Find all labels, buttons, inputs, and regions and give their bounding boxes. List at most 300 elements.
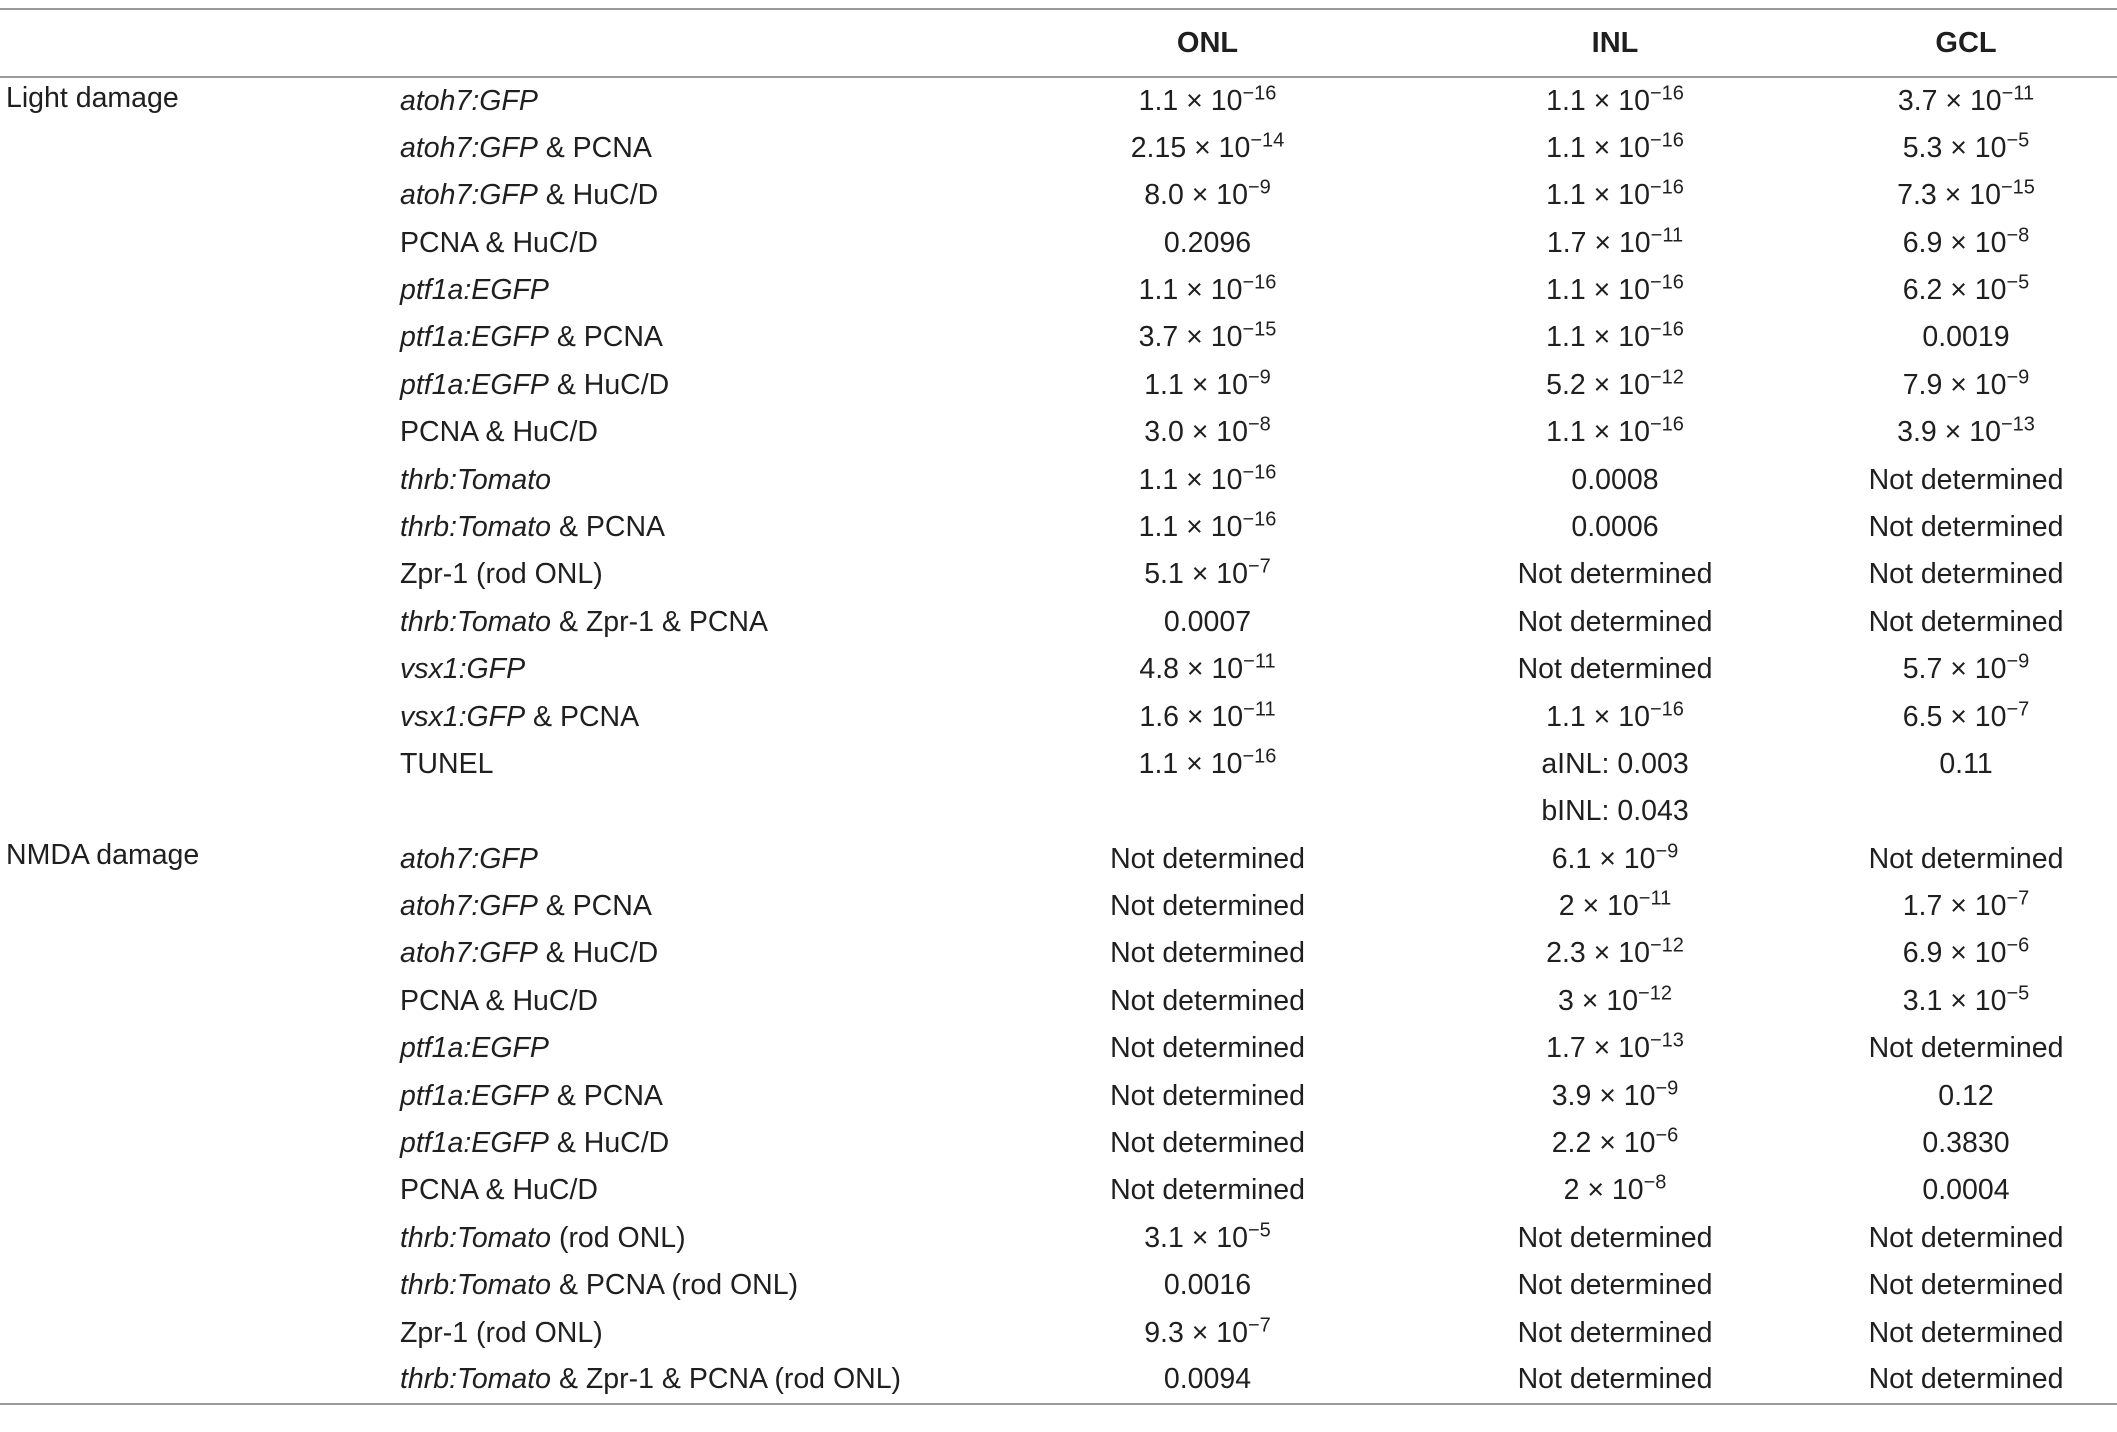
inl-value xyxy=(1415,598,1815,645)
marker-text: & HuC/D xyxy=(548,1127,670,1160)
value-base: 1.1 × 10 xyxy=(1546,700,1650,733)
value-base: 7.9 × 10 xyxy=(1902,368,2007,401)
group-label xyxy=(0,740,400,787)
group-label: NMDA damage xyxy=(6,839,200,872)
marker-gene-name: thrb:Tomato xyxy=(400,1221,552,1254)
value-base: Not determined xyxy=(1868,463,2064,496)
marker-text: & HuC/D xyxy=(537,179,659,212)
gcl-value xyxy=(1815,1120,2117,1167)
gcl-value xyxy=(1815,646,2117,693)
table-row xyxy=(0,883,2117,930)
value-base: 1.1 × 10 xyxy=(1546,274,1650,306)
gcl-value xyxy=(1815,740,2117,787)
marker-label xyxy=(400,124,1000,171)
inl-value xyxy=(1415,219,1815,266)
onl-value xyxy=(1000,77,1415,124)
onl-value xyxy=(1000,1167,1415,1214)
value-base: 3.1 × 10 xyxy=(1902,984,2007,1017)
table-row xyxy=(0,456,2117,503)
inl-value xyxy=(1415,1120,1815,1167)
value-exponent: −11 xyxy=(1638,887,1672,910)
gcl-value xyxy=(1815,1167,2117,1214)
gcl-value xyxy=(1815,930,2117,977)
marker-gene-name: atoh7:GFP xyxy=(400,890,538,923)
table-row xyxy=(0,77,2117,124)
inl-value xyxy=(1415,1214,1815,1261)
value-exponent: −6 xyxy=(1655,1124,1679,1147)
value-exponent: −16 xyxy=(1649,698,1684,721)
value-base: 2.2 × 10 xyxy=(1551,1127,1656,1160)
marker-gene-name: atoh7:GFP xyxy=(400,84,538,117)
inl-value xyxy=(1415,267,1815,314)
marker-gene-name: thrb:Tomato xyxy=(400,510,552,543)
group-label xyxy=(0,598,400,645)
value-base: 1.1 × 10 xyxy=(1138,747,1243,780)
gcl-value xyxy=(1815,456,2117,503)
marker-label xyxy=(400,504,1000,551)
marker-label xyxy=(400,551,1000,598)
value-exponent: −9 xyxy=(2006,650,2030,673)
table-row xyxy=(0,551,2117,598)
value-base: 5.1 × 10 xyxy=(1144,558,1248,591)
header-row xyxy=(0,9,2117,77)
marker-label xyxy=(400,693,1000,740)
marker-gene-name: vsx1:GFP xyxy=(400,653,526,686)
group-label: Light damage xyxy=(6,82,179,114)
value-base: aINL: 0.003 xyxy=(1541,747,1689,780)
table-row xyxy=(0,172,2117,219)
value-exponent: −16 xyxy=(1242,461,1277,484)
value-base: 1.1 × 10 xyxy=(1138,274,1243,306)
group-label xyxy=(0,456,400,503)
value-base: 0.0016 xyxy=(1163,1269,1252,1302)
inl-value xyxy=(1415,977,1815,1024)
value-base: 6.9 × 10 xyxy=(1902,937,2007,970)
onl-value xyxy=(1000,693,1415,740)
marker-text: PCNA & HuC/D xyxy=(400,1174,598,1207)
value-base: Not determined xyxy=(1517,558,1713,591)
marker-text: & PCNA xyxy=(525,700,640,733)
value-base: 0.12 xyxy=(1938,1079,1994,1112)
gcl-value xyxy=(1815,172,2117,219)
marker-label xyxy=(400,598,1000,645)
inl-value xyxy=(1415,835,1815,882)
table-body xyxy=(0,77,2117,1404)
onl-value xyxy=(1000,1309,1415,1356)
value-exponent: −9 xyxy=(1248,176,1271,199)
value-exponent: −16 xyxy=(1649,129,1684,152)
value-exponent: −8 xyxy=(1643,1171,1667,1194)
inl-value xyxy=(1415,788,1815,835)
marker-gene-name: ptf1a:EGFP xyxy=(400,368,549,401)
value-base: 1.1 × 10 xyxy=(1546,321,1650,354)
value-base: Not determined xyxy=(1110,1079,1305,1112)
onl-value xyxy=(1000,361,1415,408)
value-exponent: −7 xyxy=(1248,555,1271,578)
value-base: 5.7 × 10 xyxy=(1902,653,2007,686)
marker-label xyxy=(400,977,1000,1024)
onl-value xyxy=(1000,314,1415,361)
table-row xyxy=(0,693,2117,740)
marker-label xyxy=(400,1072,1000,1119)
gcl-value xyxy=(1815,1214,2117,1261)
value-exponent: −11 xyxy=(1243,698,1276,721)
marker-label xyxy=(400,1167,1000,1214)
onl-value xyxy=(1000,1025,1415,1072)
value-exponent: −8 xyxy=(1248,413,1271,436)
onl-value xyxy=(1000,551,1415,598)
table-row xyxy=(0,219,2117,266)
value-exponent: −16 xyxy=(1649,318,1684,341)
marker-text: & Zpr-1 & PCNA (rod ONL) xyxy=(551,1363,902,1396)
marker-gene-name: thrb:Tomato xyxy=(400,1269,552,1302)
group-label xyxy=(0,267,400,314)
value-exponent: −7 xyxy=(1248,1314,1271,1337)
value-base: 1.1 × 10 xyxy=(1138,510,1243,543)
value-base: 0.2096 xyxy=(1163,226,1252,259)
gcl-value xyxy=(1815,1309,2117,1356)
value-base: 6.2 × 10 xyxy=(1902,274,2007,306)
marker-label xyxy=(400,1357,1000,1404)
marker-gene-name: ptf1a:EGFP xyxy=(400,1032,549,1065)
onl-value xyxy=(1000,267,1415,314)
inl-value xyxy=(1415,646,1815,693)
marker-text: PCNA & HuC/D xyxy=(400,226,598,259)
value-base: Not determined xyxy=(1517,605,1713,638)
group-label xyxy=(0,551,400,598)
value-exponent: −16 xyxy=(1242,271,1277,294)
header-gcl: GCL xyxy=(1815,9,2117,77)
group-label xyxy=(0,172,400,219)
gcl-value xyxy=(1815,219,2117,266)
table-row xyxy=(0,1120,2117,1167)
gcl-value xyxy=(1815,409,2117,456)
gcl-value xyxy=(1815,883,2117,930)
gcl-value xyxy=(1815,977,2117,1024)
header-inl: INL xyxy=(1415,9,1815,77)
value-base: 3.7 × 10 xyxy=(1897,84,2002,117)
value-exponent: −14 xyxy=(1250,129,1285,152)
marker-text: TUNEL xyxy=(400,747,494,780)
onl-value xyxy=(1000,1072,1415,1119)
value-base: Not determined xyxy=(1868,558,2064,591)
marker-gene-name: thrb:Tomato xyxy=(400,1363,552,1396)
value-exponent: −5 xyxy=(2006,271,2030,294)
value-base: 1.1 × 10 xyxy=(1546,84,1650,117)
header-group xyxy=(0,9,400,77)
marker-gene-name: thrb:Tomato xyxy=(400,605,552,638)
value-base: Not determined xyxy=(1868,1032,2064,1065)
inl-value xyxy=(1415,1262,1815,1309)
marker-label xyxy=(400,172,1000,219)
value-base: 0.0004 xyxy=(1922,1174,2010,1207)
marker-gene-name: ptf1a:EGFP xyxy=(400,1079,549,1112)
value-base: Not determined xyxy=(1110,984,1305,1017)
inl-value xyxy=(1415,361,1815,408)
value-exponent: −6 xyxy=(2006,934,2030,957)
value-base: 0.0008 xyxy=(1571,463,1659,496)
gcl-value xyxy=(1815,835,2117,882)
gcl-value xyxy=(1815,693,2117,740)
value-base: Not determined xyxy=(1868,1316,2064,1349)
gcl-value xyxy=(1815,361,2117,408)
inl-value xyxy=(1415,551,1815,598)
value-base: 3 × 10 xyxy=(1558,984,1639,1017)
onl-value xyxy=(1000,930,1415,977)
value-exponent: −16 xyxy=(1649,176,1684,199)
value-exponent: −16 xyxy=(1242,745,1277,768)
marker-label xyxy=(400,740,1000,787)
table-row xyxy=(0,267,2117,314)
onl-value xyxy=(1000,172,1415,219)
marker-gene-name: ptf1a:EGFP xyxy=(400,321,549,354)
value-base: 0.3830 xyxy=(1922,1127,2010,1160)
value-base: Not determined xyxy=(1868,605,2064,638)
value-base: 7.3 × 10 xyxy=(1897,179,2001,212)
group-label xyxy=(0,693,400,740)
inl-value xyxy=(1415,740,1815,787)
value-base: 6.9 × 10 xyxy=(1902,226,2007,259)
inl-value xyxy=(1415,930,1815,977)
inl-value xyxy=(1415,693,1815,740)
value-base: 5.2 × 10 xyxy=(1546,368,1650,401)
group-label xyxy=(0,1120,400,1167)
marker-gene-name: atoh7:GFP xyxy=(400,131,538,164)
group-label xyxy=(0,1309,400,1356)
onl-value xyxy=(1000,883,1415,930)
value-base: 2.15 × 10 xyxy=(1130,131,1251,164)
inl-value xyxy=(1415,1357,1815,1404)
marker-label xyxy=(400,788,1000,835)
table-row xyxy=(0,930,2117,977)
value-base: Not determined xyxy=(1110,1174,1305,1207)
value-exponent: −12 xyxy=(1649,366,1684,389)
table-row xyxy=(0,1025,2117,1072)
group-label xyxy=(0,409,400,456)
gcl-value xyxy=(1815,1357,2117,1404)
marker-text: & PCNA xyxy=(537,131,652,164)
marker-label xyxy=(400,219,1000,266)
inl-value xyxy=(1415,1072,1815,1119)
marker-text: Zpr-1 (rod ONL) xyxy=(400,1316,603,1349)
group-label xyxy=(0,1262,400,1309)
inl-value xyxy=(1415,77,1815,124)
value-exponent: −9 xyxy=(1655,840,1679,863)
value-base: 4.8 × 10 xyxy=(1139,653,1244,686)
value-exponent: −8 xyxy=(2006,224,2030,247)
marker-gene-name: ptf1a:EGFP xyxy=(400,1127,549,1160)
value-exponent: −16 xyxy=(1649,271,1684,294)
marker-label xyxy=(400,267,1000,314)
value-base: 0.11 xyxy=(1939,747,1993,780)
value-base: bINL: 0.043 xyxy=(1541,795,1689,828)
marker-label xyxy=(400,77,1000,124)
table-row xyxy=(0,1214,2117,1261)
onl-value xyxy=(1000,124,1415,171)
value-base: 1.7 × 10 xyxy=(1546,1032,1650,1065)
marker-label xyxy=(400,409,1000,456)
value-base: Not determined xyxy=(1110,1127,1305,1160)
value-base: 3.9 × 10 xyxy=(1897,416,2001,449)
value-exponent: −16 xyxy=(1242,508,1277,531)
table-row xyxy=(0,314,2117,361)
value-base: Not determined xyxy=(1110,937,1305,970)
inl-value xyxy=(1415,124,1815,171)
value-exponent: −9 xyxy=(1248,366,1271,389)
value-base: 1.1 × 10 xyxy=(1144,368,1248,401)
value-base: 1.7 × 10 xyxy=(1546,226,1651,259)
table-row xyxy=(0,1262,2117,1309)
table-row xyxy=(0,977,2117,1024)
group-label xyxy=(0,504,400,551)
value-base: Not determined xyxy=(1868,1221,2064,1254)
group-label xyxy=(0,930,400,977)
value-base: 2 × 10 xyxy=(1563,1174,1644,1207)
value-exponent: −13 xyxy=(2000,413,2035,436)
value-base: 1.6 × 10 xyxy=(1139,700,1244,733)
group-label xyxy=(0,788,400,835)
table-row xyxy=(0,1357,2117,1404)
marker-label xyxy=(400,314,1000,361)
onl-value xyxy=(1000,598,1415,645)
marker-label xyxy=(400,883,1000,930)
value-exponent: −5 xyxy=(2006,129,2030,152)
value-exponent: −9 xyxy=(2006,366,2030,389)
group-label xyxy=(0,1025,400,1072)
value-base: Not determined xyxy=(1868,1269,2064,1302)
value-base: 1.1 × 10 xyxy=(1546,179,1650,212)
value-base: Not determined xyxy=(1110,1032,1305,1065)
onl-value xyxy=(1000,1214,1415,1261)
marker-label xyxy=(400,1025,1000,1072)
marker-label xyxy=(400,456,1000,503)
value-base: Not determined xyxy=(1517,1316,1713,1349)
marker-gene-name: atoh7:GFP xyxy=(400,179,538,212)
gcl-value xyxy=(1815,1025,2117,1072)
value-base: 1.7 × 10 xyxy=(1902,890,2007,923)
marker-label xyxy=(400,361,1000,408)
value-base: Not determined xyxy=(1110,842,1305,875)
group-label xyxy=(0,1167,400,1214)
table-row xyxy=(0,740,2117,787)
gcl-value xyxy=(1815,124,2117,171)
marker-text: & Zpr-1 & PCNA xyxy=(551,605,768,638)
onl-value xyxy=(1000,1262,1415,1309)
inl-value xyxy=(1415,1025,1815,1072)
onl-value xyxy=(1000,740,1415,787)
marker-label xyxy=(400,1262,1000,1309)
inl-value xyxy=(1415,172,1815,219)
marker-gene-name: thrb:Tomato xyxy=(400,463,552,496)
value-base: 3.0 × 10 xyxy=(1144,416,1248,449)
value-base: 2.3 × 10 xyxy=(1546,937,1650,970)
inl-value xyxy=(1415,456,1815,503)
table-row xyxy=(0,646,2117,693)
value-base: 6.5 × 10 xyxy=(1902,700,2007,733)
value-base: Not determined xyxy=(1517,1363,1713,1396)
onl-value xyxy=(1000,219,1415,266)
marker-gene-name: atoh7:GFP xyxy=(400,937,538,970)
onl-value xyxy=(1000,504,1415,551)
value-base: 1.1 × 10 xyxy=(1138,463,1243,496)
value-exponent: −16 xyxy=(1649,82,1684,105)
gcl-value xyxy=(1815,267,2117,314)
onl-value xyxy=(1000,456,1415,503)
marker-label xyxy=(400,646,1000,693)
value-base: 2 × 10 xyxy=(1558,890,1639,923)
gcl-value xyxy=(1815,598,2117,645)
value-exponent: −5 xyxy=(2006,982,2030,1005)
p-value-table xyxy=(0,8,2117,1405)
value-base: 3.7 × 10 xyxy=(1138,321,1243,354)
table-row xyxy=(0,124,2117,171)
marker-gene-name: atoh7:GFP xyxy=(400,842,538,875)
gcl-value xyxy=(1815,77,2117,124)
onl-value xyxy=(1000,1120,1415,1167)
marker-label xyxy=(400,835,1000,882)
onl-value xyxy=(1000,788,1415,835)
value-exponent: −16 xyxy=(1242,82,1277,105)
marker-label xyxy=(400,1309,1000,1356)
value-exponent: −13 xyxy=(1649,1029,1684,1052)
gcl-value xyxy=(1815,504,2117,551)
marker-text: & PCNA (rod ONL) xyxy=(551,1269,799,1302)
gcl-value xyxy=(1815,551,2117,598)
value-exponent: −11 xyxy=(1243,650,1276,673)
value-base: Not determined xyxy=(1517,1269,1713,1302)
group-label xyxy=(0,646,400,693)
value-exponent: −11 xyxy=(2001,82,2035,105)
value-base: Not determined xyxy=(1110,890,1305,923)
marker-text: (rod ONL) xyxy=(551,1221,686,1254)
value-base: 3.9 × 10 xyxy=(1551,1079,1656,1112)
table-row xyxy=(0,598,2117,645)
table-row xyxy=(0,504,2117,551)
table-row xyxy=(0,788,2117,835)
inl-value xyxy=(1415,409,1815,456)
group-label xyxy=(0,883,400,930)
marker-text: & HuC/D xyxy=(548,368,670,401)
value-base: 0.0006 xyxy=(1571,510,1659,543)
header-onl: ONL xyxy=(1000,9,1415,77)
value-base: Not determined xyxy=(1868,510,2064,543)
marker-text: & PCNA xyxy=(548,1079,663,1112)
group-label xyxy=(0,1214,400,1261)
header-marker xyxy=(400,9,1000,77)
marker-text: & HuC/D xyxy=(537,937,659,970)
value-base: Not determined xyxy=(1868,842,2064,875)
table-row xyxy=(0,361,2117,408)
value-exponent: −9 xyxy=(1655,1077,1679,1100)
value-base: 6.1 × 10 xyxy=(1551,842,1656,875)
value-base: 0.0094 xyxy=(1163,1363,1252,1396)
table-row xyxy=(0,835,2117,882)
value-base: 5.3 × 10 xyxy=(1902,131,2007,164)
value-base: 1.1 × 10 xyxy=(1138,84,1243,117)
value-base: 0.0007 xyxy=(1163,605,1252,638)
onl-value xyxy=(1000,977,1415,1024)
table-header xyxy=(0,9,2117,77)
gcl-value xyxy=(1815,314,2117,361)
value-exponent: −12 xyxy=(1638,982,1672,1005)
inl-value xyxy=(1415,883,1815,930)
marker-label xyxy=(400,1120,1000,1167)
value-base: 9.3 × 10 xyxy=(1144,1316,1248,1349)
value-exponent: −7 xyxy=(2006,698,2030,721)
value-base: 3.1 × 10 xyxy=(1144,1221,1248,1254)
table-row xyxy=(0,1309,2117,1356)
value-base: 1.1 × 10 xyxy=(1546,131,1650,164)
